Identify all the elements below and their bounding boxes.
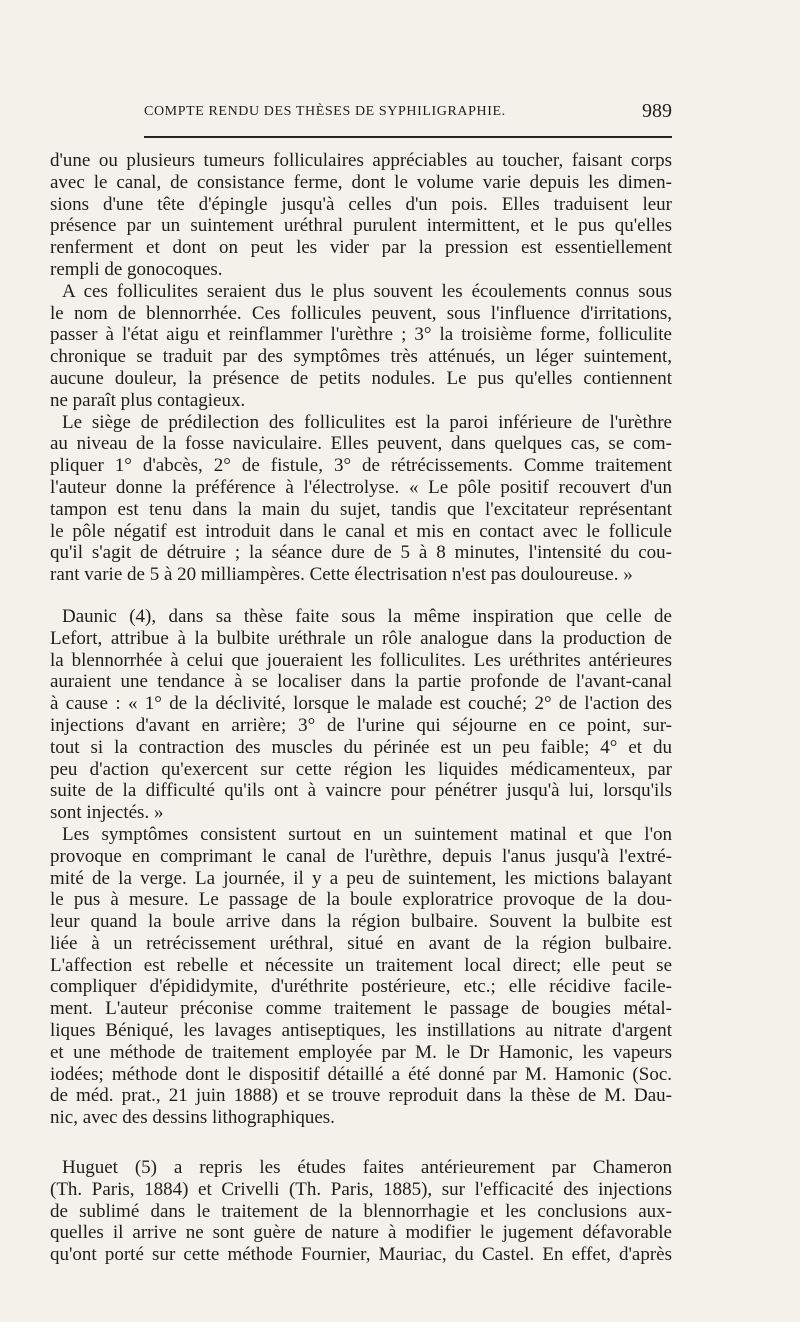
header-rule [144, 136, 672, 138]
text-line: (Th. Paris, 1884) et Crivelli (Th. Paris, 1885), sur l'efficacité des injections [50, 1178, 672, 1200]
text-line: au niveau de la fosse naviculaire. Elles peuvent, dans quelques cas, se com- [50, 433, 672, 455]
text-line: tampon est tenu dans la main du sujet, tandis que l'excitateur représentant [50, 498, 672, 520]
text-line: de méd. prat., 21 juin 1888) et se trouve reproduit dans la thèse de M. Dau- [50, 1085, 672, 1107]
text-line: injections d'avant en arrière; 3° de l'urine qui séjourne en ce point, sur- [50, 714, 672, 736]
text-line: rant varie de 5 à 20 milliampères. Cette électrisation n'est pas douloureuse. » [50, 564, 633, 586]
text-line: qu'il s'agit de détruire ; la séance dure de 5 à 8 minutes, l'intensité du cou- [50, 542, 672, 564]
text-line: de sublimé dans le traitement de la blennorrhagie et les conclusions aux- [50, 1200, 672, 1222]
text-line: compliquer d'épididymite, d'uréthrite postérieure, etc.; elle récidive facile- [50, 976, 672, 998]
text-line: d'une ou plusieurs tumeurs folliculaires appréciables au toucher, faisant corps [50, 150, 672, 171]
text-line: présence par un suintement uréthral purulent intermittent, et le pus qu'elles [50, 215, 672, 237]
text-line: Les symptômes consistent surtout en un suintement matinal et que l'on [62, 823, 672, 845]
text-line: sont injectés. » [50, 802, 164, 824]
text-line: leur quand la boule arrive dans la région bulbaire. Souvent la bulbite est [50, 911, 672, 933]
text-line: suite de la difficulté qu'ils ont à vaincre pour pénétrer jusqu'à lui, lorsqu'ils [50, 780, 672, 802]
text-line: l'auteur donne la préférence à l'électrolyse. « Le pôle positif recouvert d'un [50, 476, 672, 498]
text-line: le nom de blennorrhée. Ces follicules peuvent, sous l'influence d'irritations, [50, 302, 672, 324]
text-line: provoque en comprimant le canal de l'urèthre, depuis l'anus jusqu'à l'extré- [50, 845, 672, 867]
text-line: liques Béniqué, les lavages antiseptiques, les instillations au nitrate d'argent [50, 1020, 672, 1042]
text-line: L'affection est rebelle et nécessite un traitement local direct; elle peut se [50, 954, 672, 976]
page-number: 989 [642, 100, 672, 122]
text-line: iodées; méthode dont le dispositif détaillé a été donné par M. Hamonic (Soc. [50, 1063, 672, 1085]
text-line: aucune douleur, la présence de petits nodules. Le pus qu'elles contiennent [50, 367, 672, 389]
text-line: la blennorrhée à celui que joueraient les folliculites. Les uréthrites antérieures [50, 649, 672, 671]
text-line: avec le canal, de consistance ferme, dont le volume varie depuis les dimen- [50, 171, 672, 193]
text-line: liée à un retrécissement uréthral, situé en avant de la région bulbaire. [50, 932, 672, 954]
text-line: Lefort, attribue à la bulbite uréthrale un rôle analogue dans la production de [50, 627, 672, 649]
text-line: ment. L'auteur préconise comme traitement le passage de bougies métal- [50, 998, 672, 1020]
text-line: passer à l'état aigu et reinflammer l'urèthre ; 3° la troisième forme, folliculite [50, 324, 672, 346]
text-line: qu'ont porté sur cette méthode Fournier, Mauriac, du Castel. En effet, d'après [50, 1244, 672, 1266]
text-line: A ces folliculites seraient dus le plus souvent les écoulements connus sous [62, 280, 672, 302]
text-line: ne paraît plus contagieux. [50, 389, 246, 411]
text-line: Le siège de prédilection des folliculites est la paroi inférieure de l'urèthre [62, 411, 672, 433]
body-text [50, 150, 672, 1266]
text-line: le pus à mesure. Le passage de la boule exploratrice provoque de la dou- [50, 889, 672, 911]
text-line: à cause : « 1° de la déclivité, lorsque le malade est couché; 2° de l'action des [50, 693, 672, 715]
text-line: le pôle négatif est introduit dans le canal et mis en contact avec le follicule [50, 520, 672, 542]
text-line: rempli de gonocoques. [50, 258, 223, 280]
text-line: chronique se traduit par des symptômes très atténués, un léger suintement, [50, 346, 672, 368]
text-line: Huguet (5) a repris les études faites antérieurement par Chameron [62, 1157, 672, 1179]
text-line: Daunic (4), dans sa thèse faite sous la même inspiration que celle de [62, 605, 672, 627]
text-line: auraient une tendance à se localiser dans la partie profonde de l'avant-canal [50, 671, 672, 693]
text-line: et une méthode de traitement employée par M. le Dr Hamonic, les vapeurs [50, 1041, 672, 1063]
text-line: pliquer 1° d'abcès, 2° de fistule, 3° de rétrécissements. Comme traitement [50, 455, 672, 477]
text-line: nic, avec des dessins lithographiques. [50, 1107, 335, 1129]
text-line: tout si la contraction des muscles du périnée est un peu faible; 4° et du [50, 736, 672, 758]
page-header [50, 100, 672, 124]
running-title: COMPTE RENDU DES THÈSES DE SYPHILIGRAPHIE. [144, 104, 506, 119]
text-line: sions d'une tête d'épingle jusqu'à celles d'un pois. Elles traduisent leur [50, 193, 672, 215]
text-line: mité de la verge. La journée, il y a peu de suintement, les mictions balayant [50, 867, 672, 889]
text-line: quelles il arrive ne sont guère de nature à modifier le jugement défavorable [50, 1222, 672, 1244]
text-line: peu d'action qu'exercent sur cette région les liquides médicamenteux, par [50, 758, 672, 780]
text-line: renferment et dont on peut les vider par la pression est essentiellement [50, 237, 672, 259]
